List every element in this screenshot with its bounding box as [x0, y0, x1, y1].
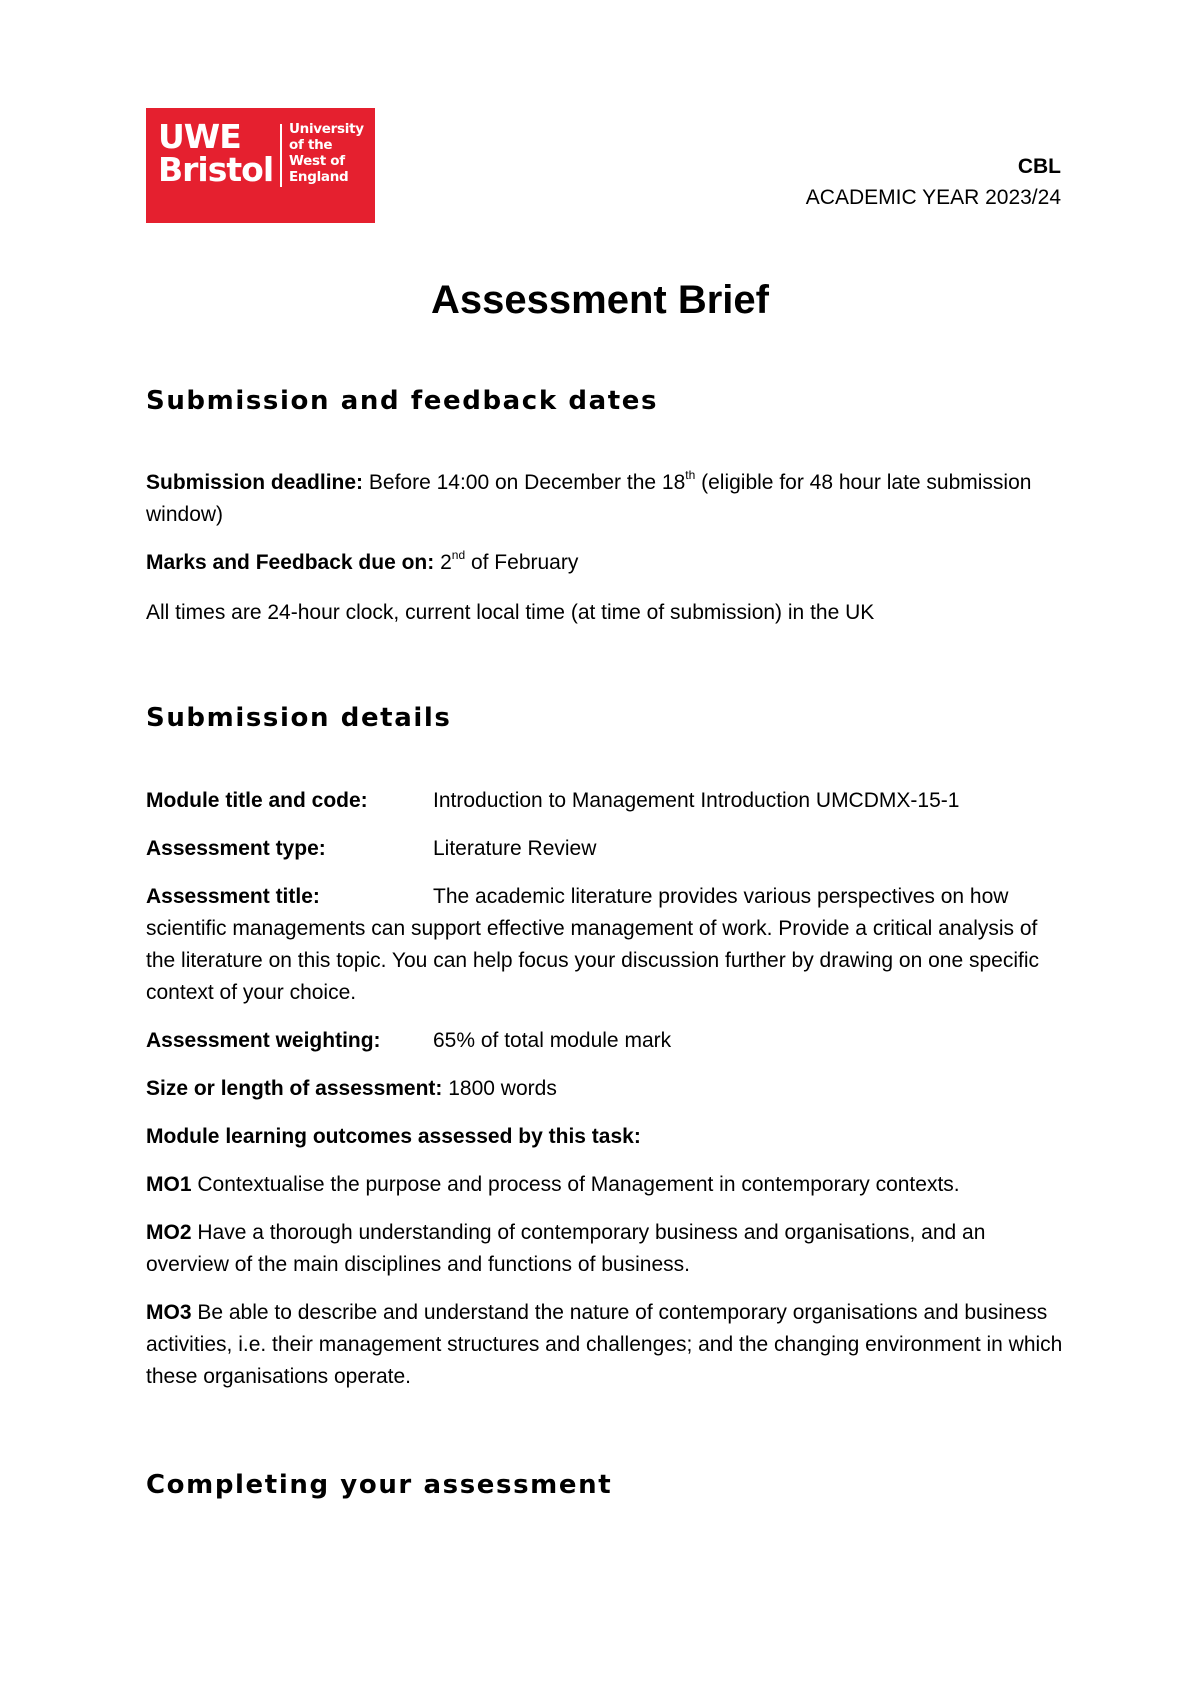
section-heading-dates: Submission and feedback dates — [146, 386, 659, 416]
assessment-weighting-label: Assessment weighting: — [146, 1029, 381, 1052]
assessment-title-value: The academic literature provides various perspectives on how scientific managements can support effective management of work. Provide a critical analysis of the literature on this topic. You can help focus your discussion further by drawing on one specific context of your choice. — [146, 885, 1040, 1004]
feedback-due: Marks and Feedback due on: 2nd of February — [146, 548, 579, 574]
assessment-size: Size or length of assessment: 1800 words — [146, 1077, 557, 1100]
assessment-title-label: Assessment title: — [146, 885, 320, 908]
module-title-label: Module title and code: — [146, 789, 368, 812]
times-note: All times are 24-hour clock, current local time (at time of submission) in the UK — [146, 601, 875, 624]
header-info — [806, 151, 1061, 213]
logo-university-text: University of the West of England — [289, 121, 364, 185]
academic-year: ACADEMIC YEAR 2023/24 — [805, 186, 1061, 209]
assessment-type-label: Assessment type: — [146, 837, 326, 860]
logo-bristol-text: Bristol — [158, 150, 274, 189]
assessment-weighting-value: 65% of total module mark — [433, 1029, 672, 1052]
logo-divider — [280, 124, 282, 187]
module-title-value: Introduction to Management Introduction UMCDMX-15-1 — [433, 789, 960, 812]
page-title: Assessment Brief — [431, 278, 769, 322]
section-heading-completing: Completing your assessment — [146, 1470, 613, 1500]
submission-deadline: Submission deadline: Before 14:00 on December the 18th (eligible for 48 hour late submission window) — [146, 468, 1032, 526]
assessment-title-row — [146, 881, 1066, 1009]
section-heading-details: Submission details — [146, 703, 452, 733]
outcome-mo1: MO1 Contextualise the purpose and process of Management in contemporary contexts. — [146, 1173, 960, 1196]
uwe-bristol-logo — [146, 108, 375, 223]
outcome-mo2: MO2 Have a thorough understanding of contemporary business and organisations, and an overview of the main disciplines and functions of business. — [146, 1221, 986, 1276]
learning-outcomes-label: Module learning outcomes assessed by this task: — [146, 1125, 641, 1148]
assessment-type-value: Literature Review — [433, 837, 597, 860]
outcome-mo3: MO3 Be able to describe and understand the nature of contemporary organisations and business activities, i.e. their management structures and challenges; and the changing environment in which these organisations operate. — [146, 1301, 1063, 1388]
header-code: CBL — [1017, 155, 1061, 178]
logo-uwe-text: UWE — [158, 117, 241, 156]
